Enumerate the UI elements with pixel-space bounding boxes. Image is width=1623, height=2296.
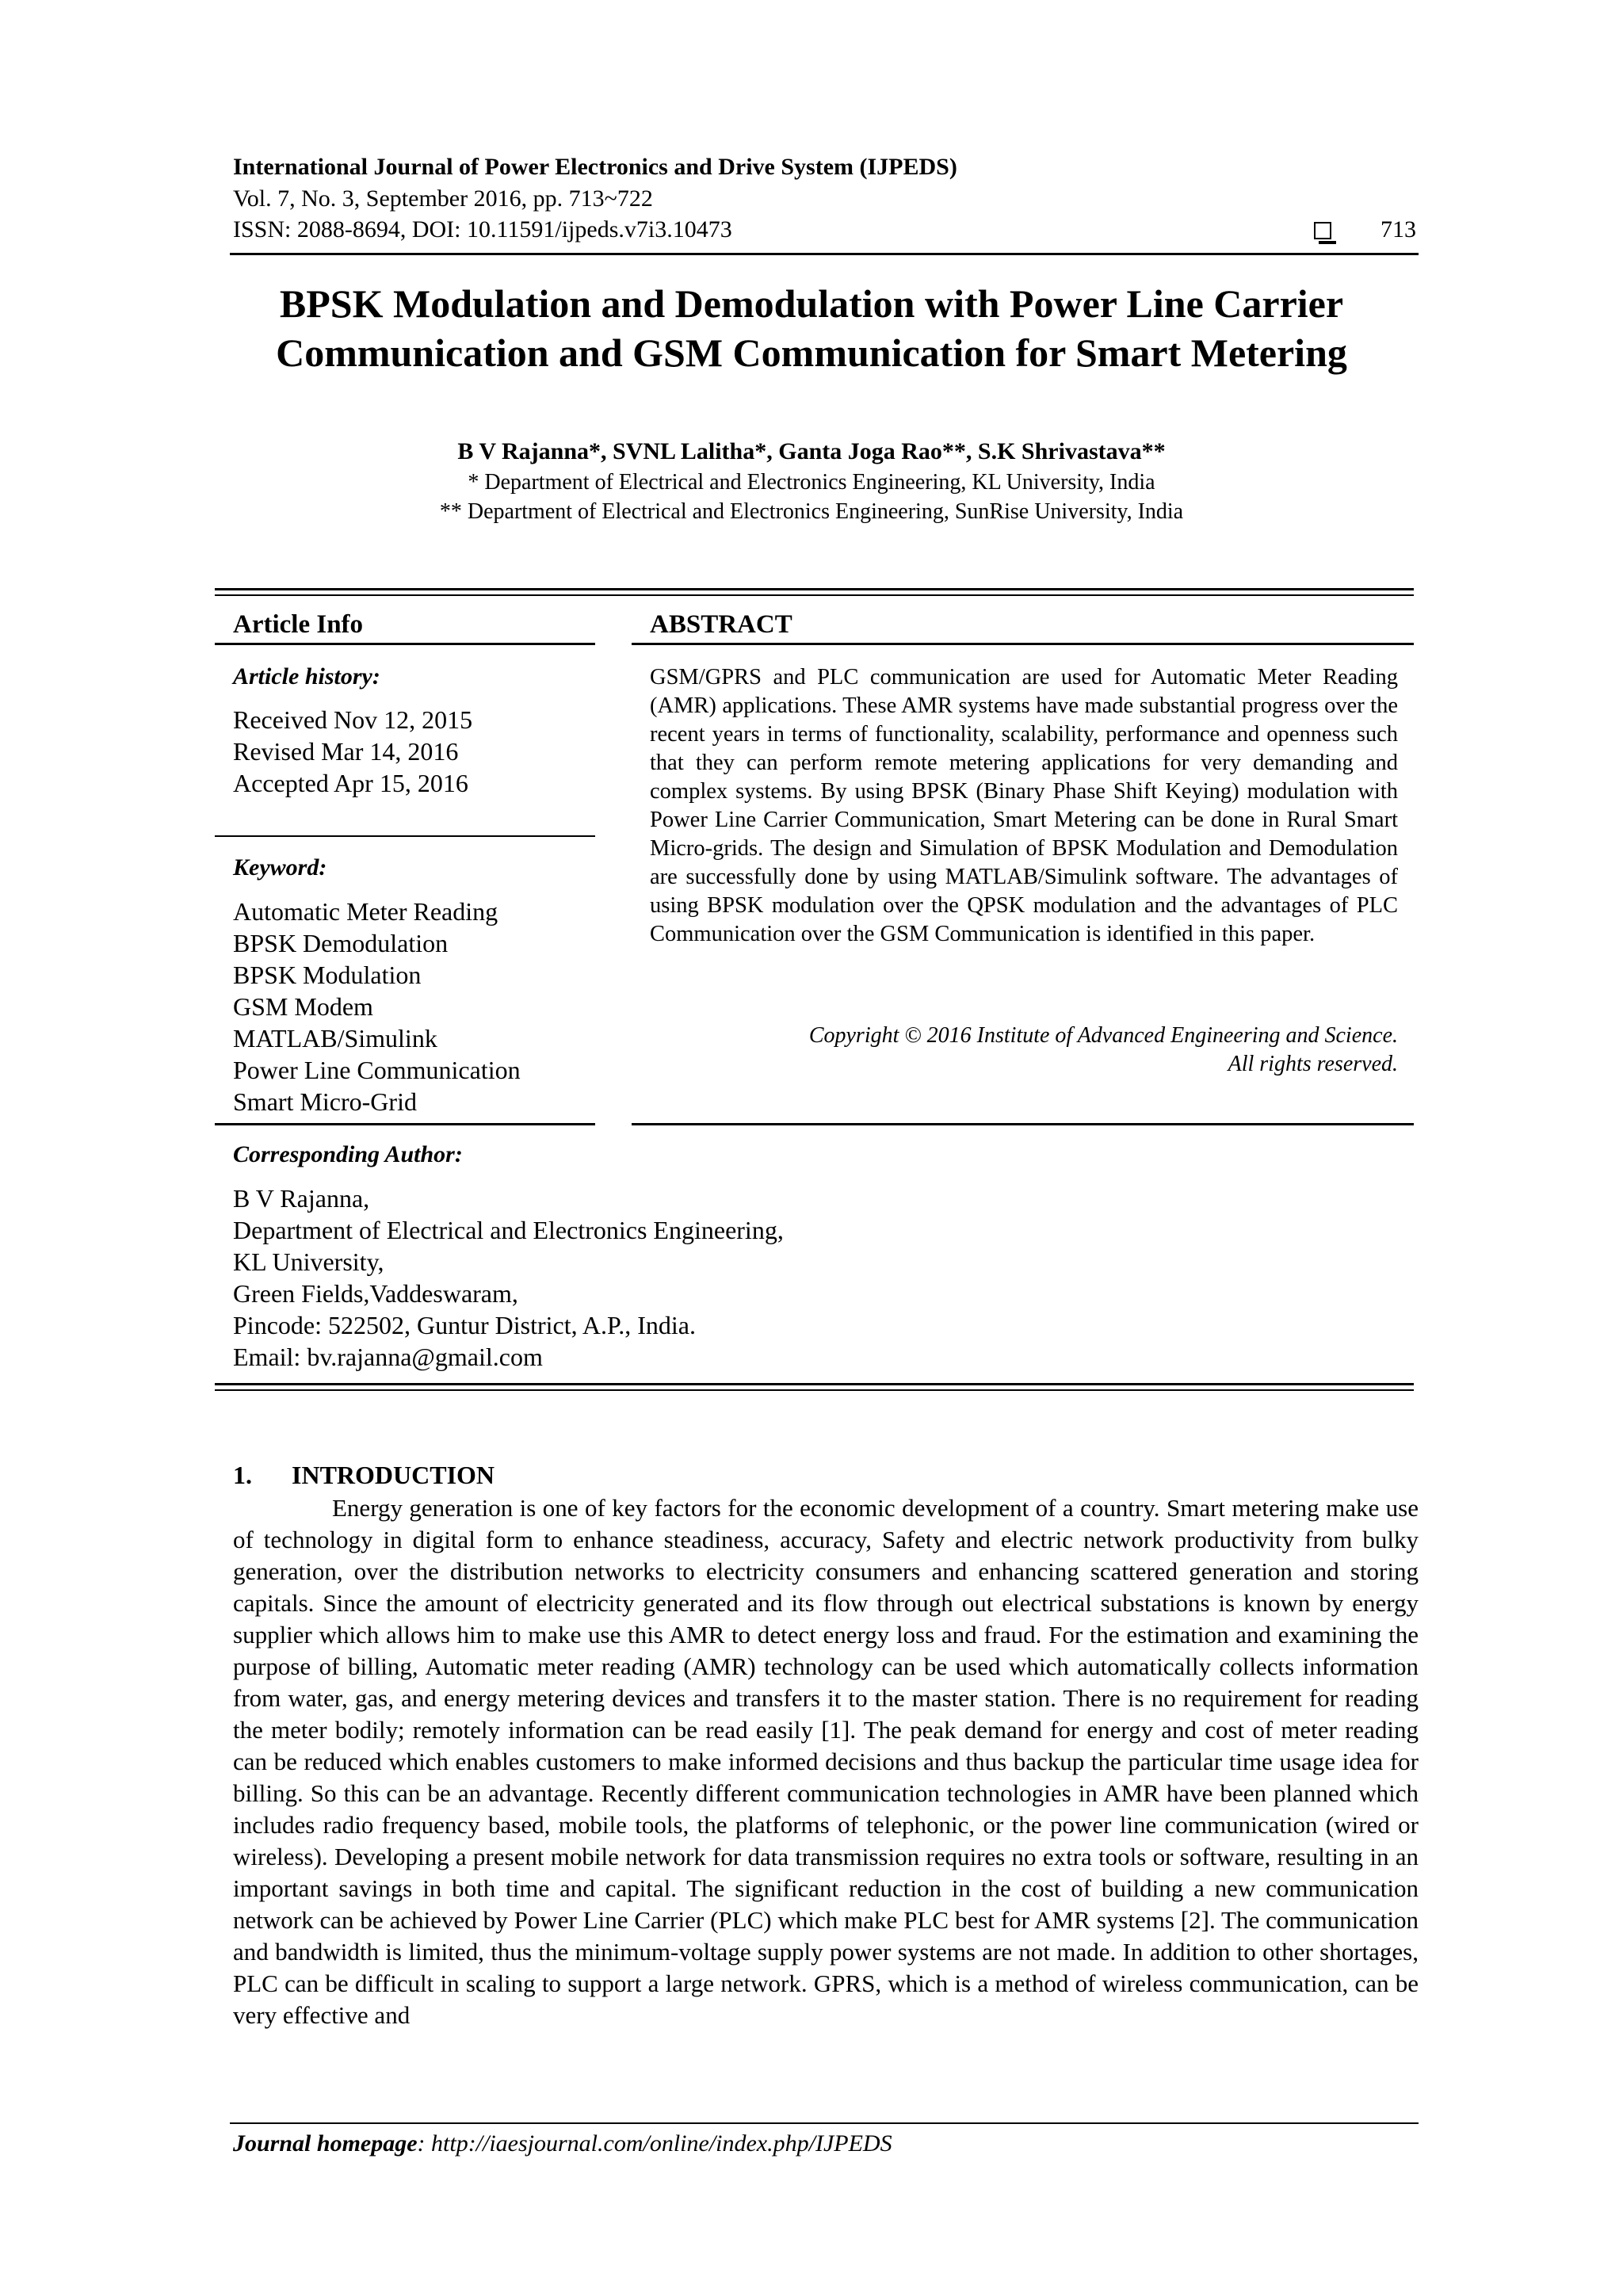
accepted-date: Accepted Apr 15, 2016 bbox=[233, 769, 468, 797]
frame-bottom-rule-inner bbox=[215, 1389, 1414, 1391]
affiliation-2: ** Department of Electrical and Electronics Engineering, SunRise University, India bbox=[439, 499, 1184, 524]
keyword-item: BPSK Modulation bbox=[233, 961, 422, 989]
history-rule bbox=[215, 835, 595, 837]
keyword-heading: Keyword: bbox=[233, 854, 327, 881]
affiliation-1: * Department of Electrical and Electronics Engineering, KL University, India bbox=[468, 470, 1155, 495]
keyword-item: Automatic Meter Reading bbox=[233, 897, 498, 926]
abstract-rule bbox=[632, 643, 1414, 645]
homepage-label: Journal homepage bbox=[233, 2130, 418, 2157]
frame-top-rule bbox=[215, 588, 1414, 590]
rights-reserved-line: All rights reserved. bbox=[1228, 1052, 1398, 1076]
received-date: Received Nov 12, 2015 bbox=[233, 705, 473, 734]
journal-issn: ISSN: 2088-8694, DOI: 10.11591/ijpeds.v7i3.10473 bbox=[233, 216, 732, 243]
keyword-item: Smart Micro-Grid bbox=[233, 1087, 417, 1116]
revised-date: Revised Mar 14, 2016 bbox=[233, 737, 459, 766]
introduction-body: Energy generation is one of key factors for the economic development of a country. Smart metering make use of technology in digital form to enhance steadiness, accuracy, Safety and electric network productivity from bulky generation, over the distribution networks to electricity consumers and enhancing scattered generation and storing capitals. Since the amount of electricity generated and its flow through out electrical substations is known by energy supplier which allows him to make use this AMR to detect energy loss and fraud. For the estimation and examining the purpose of billing, Automatic meter reading (AMR) technology can be used which automatically collects information from water, gas, and energy metering devices and transfers it to the master station. There is no requirement for reading the meter bodily; remotely information can be read easily [1]. The peak demand for energy and cost of meter reading can be reduced which enables customers to make informed decisions and thus backup the particular time usage idea for billing. So this can be an advantage. Recently different communication technologies in AMR have been planned which includes radio frequency based, mobile tools, the platforms of telephonic, or the power line communication (wired or wireless). Developing a present mobile network for data transmission requires no extra tools or software, resulting in an important savings in both time and capital. The significant reduction in the cost of building a new communication network can be achieved by Power Line Carrier (PLC) which make PLC best for AMR systems [2]. The communication and bandwidth is limited, thus the minimum-voltage supply power systems are not made. In addition to other shortages, PLC can be difficult in scaling to support a large network. GPRS, which is a method of wireless communication, can be very effective and bbox=[233, 1494, 1419, 2029]
author-department: Department of Electrical and Electronics Engineering, bbox=[233, 1216, 784, 1244]
abstract-body: GSM/GPRS and PLC communication are used for Automatic Meter Reading (AMR) applications. These AMR systems have made substantial progress over the recent years in terms of functionality, scalability, performance and openness such that they can perform remote metering applications for very demanding and complex systems. By using BPSK (Binary Phase Shift Keying) modulation with Power Line Carrier Communication, Smart Metering can be done in Rural Smart Micro-grids. The design and Simulation of BPSK Modulation and Demodulation are successfully done by using MATLAB/Simulink software. The advantages of using BPSK modulation over the QPSK modulation and the advantages of PLC Communication over the GSM Communication is identified in this paper. bbox=[650, 665, 1398, 946]
journal-volume: Vol. 7, No. 3, September 2016, pp. 713~722 bbox=[233, 185, 653, 212]
author-address: Green Fields,Vaddeswaram, bbox=[233, 1279, 518, 1308]
author-pincode: Pincode: 522502, Guntur District, A.P., India. bbox=[233, 1311, 696, 1339]
abstract-bottom-rule bbox=[632, 1123, 1414, 1125]
square-bullet-icon bbox=[1314, 222, 1331, 239]
paper-title-line-2: Communication and GSM Communication for Smart Metering bbox=[276, 330, 1347, 375]
abstract-heading: ABSTRACT bbox=[650, 610, 792, 639]
header-rule bbox=[230, 253, 1419, 255]
article-info-rule bbox=[215, 643, 595, 645]
author-university: KL University, bbox=[233, 1247, 384, 1276]
keyword-item: BPSK Demodulation bbox=[233, 929, 449, 957]
page-number: 713 bbox=[1381, 216, 1416, 243]
article-history-heading: Article history: bbox=[233, 663, 380, 690]
author-name: B V Rajanna, bbox=[233, 1184, 370, 1213]
journal-title: International Journal of Power Electronics and Drive System (IJPEDS) bbox=[233, 154, 957, 180]
footer-rule bbox=[230, 2122, 1419, 2124]
journal-homepage bbox=[233, 2130, 892, 2157]
section-title: INTRODUCTION bbox=[292, 1461, 495, 1489]
keyword-item: Power Line Communication bbox=[233, 1056, 521, 1084]
paper-title bbox=[190, 279, 1433, 377]
author-email: Email: bv.rajanna@gmail.com bbox=[233, 1343, 543, 1371]
section-number: 1. bbox=[233, 1461, 252, 1489]
copyright-line: Copyright © 2016 Institute of Advanced Engineering and Science. bbox=[808, 1023, 1398, 1048]
author-list: B V Rajanna*, SVNL Lalitha*, Ganta Joga Rao**, S.K Shrivastava** bbox=[457, 438, 1166, 464]
frame-top-rule-inner bbox=[215, 594, 1414, 596]
article-info-heading: Article Info bbox=[233, 610, 364, 639]
keyword-rule bbox=[215, 1123, 595, 1125]
frame-bottom-rule bbox=[215, 1383, 1414, 1385]
corresponding-author-heading: Corresponding Author: bbox=[233, 1141, 463, 1167]
keyword-item: MATLAB/Simulink bbox=[233, 1024, 437, 1052]
keyword-item: GSM Modem bbox=[233, 992, 373, 1021]
section-heading bbox=[233, 1461, 495, 1490]
paper-title-line-1: BPSK Modulation and Demodulation with Power Line Carrier bbox=[279, 281, 1344, 326]
homepage-url[interactable]: : http://iaesjournal.com/online/index.php/IJPEDS bbox=[417, 2130, 892, 2157]
